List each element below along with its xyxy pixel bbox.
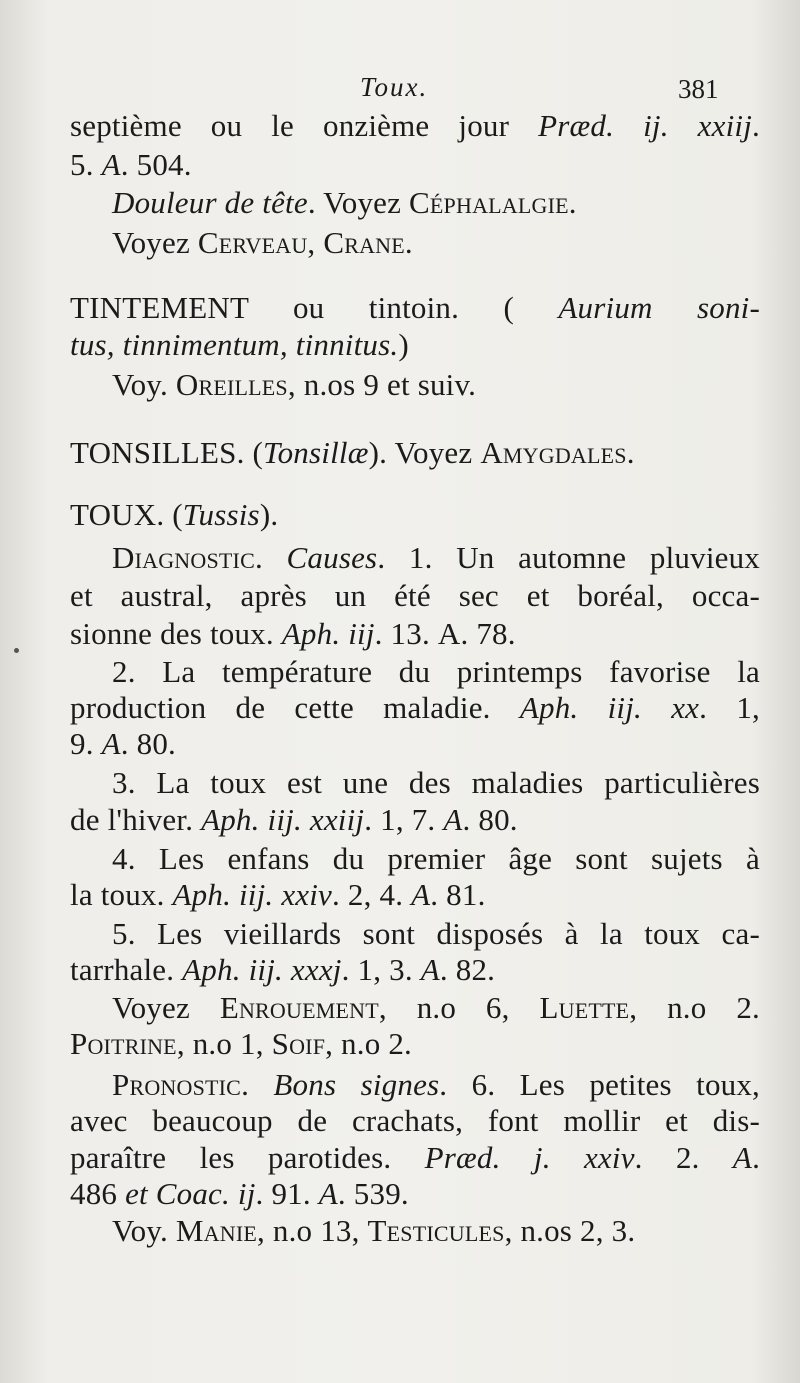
text-line: Voy. Oreilles, n.os 9 et suiv. (112, 367, 477, 402)
text-line: tarrhale. Aph. iij. xxxj. 1, 3. A. 82. (70, 952, 496, 987)
entry-heading-toux: TOUX. (Tussis). (70, 497, 279, 532)
text-line: 4. Les enfans du premier âge sont sujets à (112, 841, 760, 876)
text-line: 9. A. 80. (70, 726, 176, 761)
text-line: 3. La toux est une des maladies particulières (112, 765, 760, 800)
text-line: Douleur de tête. Voyez Céphalalgie. (112, 185, 577, 220)
text-line: Voy. Manie, n.o 13, Testicules, n.os 2, 3. (112, 1213, 636, 1248)
text-line: la toux. Aph. iij. xxiv. 2, 4. A. 81. (70, 877, 486, 912)
entry-heading-tintement: TINTEMENT ou tintoin. ( Aurium soni- (70, 290, 761, 325)
text-line: tus, tinnimentum, tinnitus.) (70, 327, 409, 362)
running-title: Toux. (360, 72, 429, 102)
text-line: 5. A. 504. (70, 147, 192, 182)
text-line: 5. Les vieillards sont disposés à la toux ca- (112, 916, 760, 951)
text-line: Voyez Enrouement, n.o 6, Luette, n.o 2. (112, 990, 760, 1025)
ink-speck (14, 648, 19, 653)
text-line: 486 et Coac. ij. 91. A. 539. (70, 1176, 409, 1211)
text-line: Poitrine, n.o 1, Soif, n.o 2. (70, 1026, 412, 1061)
text-line: septième ou le onzième jour Præd. ij. xxiij. (70, 108, 760, 143)
text-line: 2. La température du printemps favorise la (112, 654, 760, 689)
text-line: avec beaucoup de crachats, font mollir et dis- (70, 1103, 760, 1138)
text-line: Voyez Cerveau, Crane. (112, 225, 413, 260)
text-line: de l'hiver. Aph. iij. xxiij. 1, 7. A. 80. (70, 802, 518, 837)
text-line: et austral, après un été sec et boréal, occa- (70, 578, 760, 613)
text-line: production de cette maladie. Aph. iij. xx. 1, (70, 690, 760, 725)
entry-heading-tonsilles: TONSILLES. (Tonsillæ). Voyez Amygdales. (70, 435, 635, 470)
text-line: paraître les parotides. Præd. j. xxiv. 2. A. (70, 1140, 761, 1175)
text-line: Pronostic. Bons signes. 6. Les petites toux, (112, 1067, 760, 1102)
text-line: sionne des toux. Aph. iij. 13. A. 78. (70, 616, 516, 651)
text-line: Diagnostic. Causes. 1. Un automne pluvieux (112, 540, 760, 575)
page-number: 381 (678, 74, 719, 104)
